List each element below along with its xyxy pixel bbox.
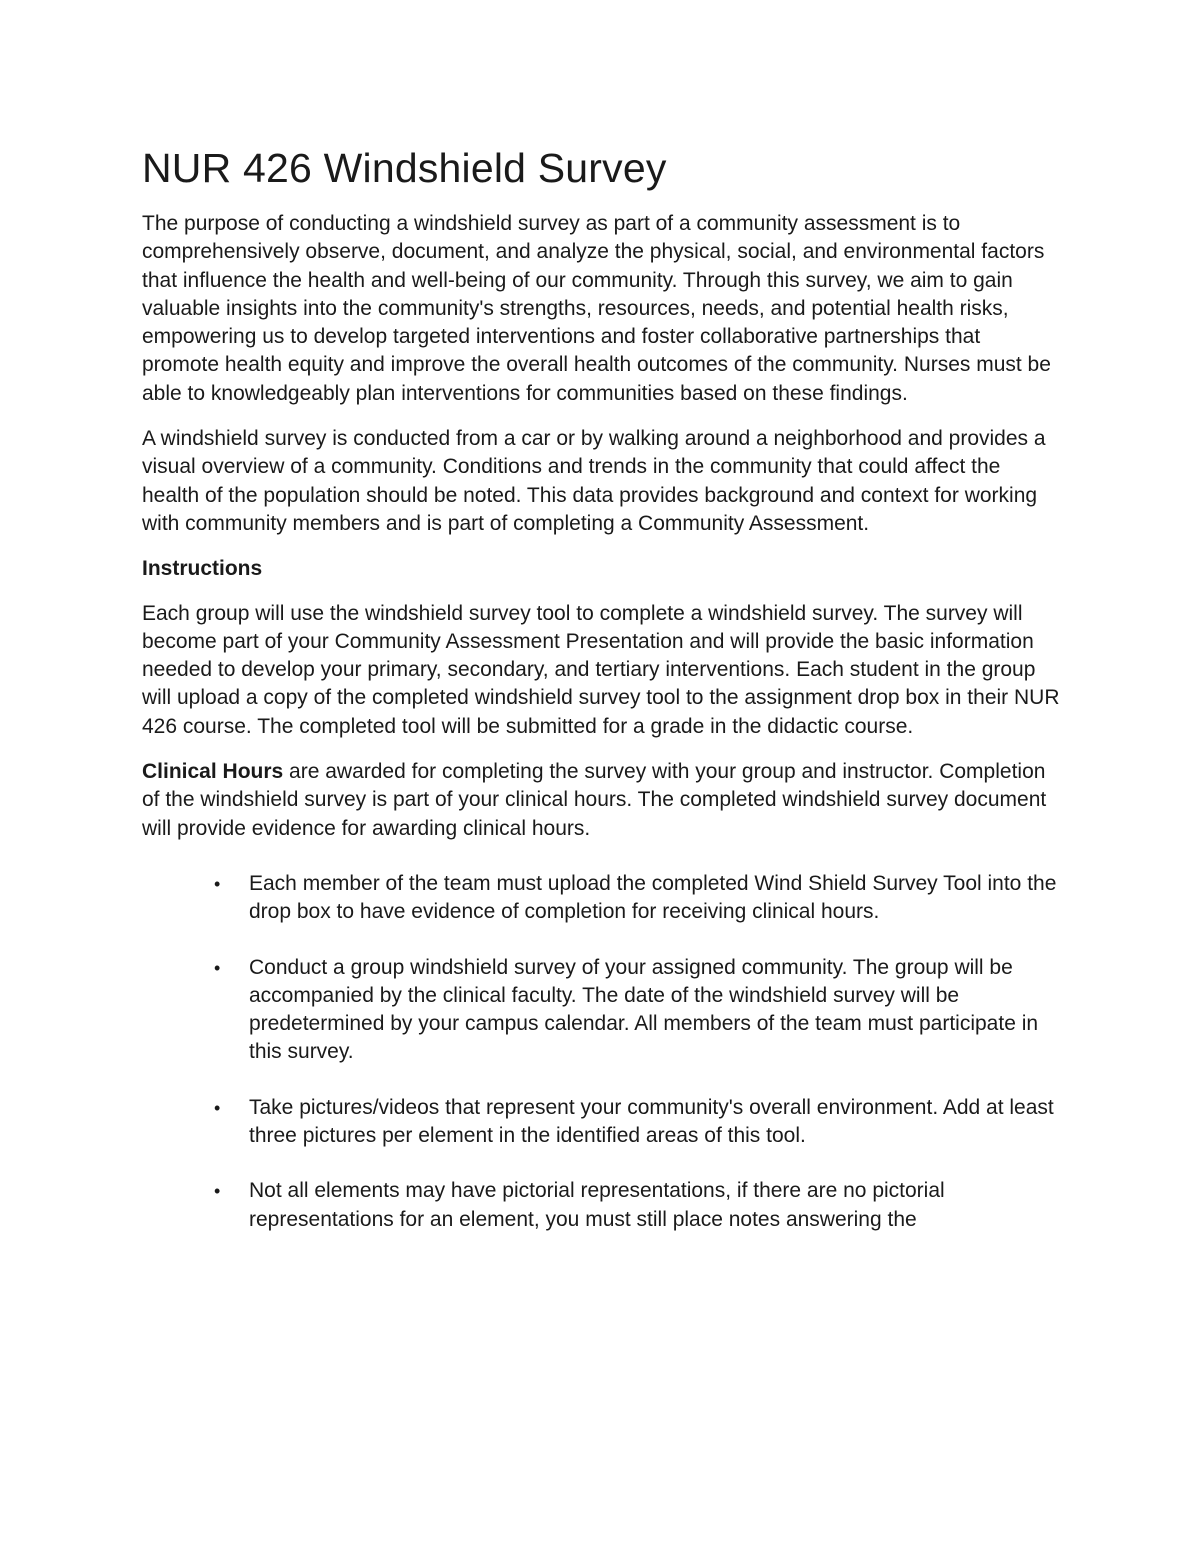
bullet-icon: •: [214, 957, 221, 978]
list-item: [142, 1177, 1062, 1234]
clinical-hours-label: Clinical Hours: [142, 760, 284, 784]
clinical-hours-text: are awarded for completing the survey with your group and instructor. Completion of the windshield survey is part of your clinical hours. The completed windshield survey document will provide evidence for awarding clinical hours.: [142, 760, 1047, 840]
list-item: [142, 954, 1062, 1067]
list-item-text: Conduct a group windshield survey of your assigned community. The group will be accompanied by the clinical faculty. The date of the windshield survey will be predetermined by your campus calendar. All members of the team must participate in this survey.: [249, 955, 1039, 1064]
list-item-text: Not all elements may have pictorial representations, if there are no pictorial representations for an element, you must still place notes answering the: [249, 1179, 945, 1231]
document-title: NUR 426 Windshield Survey: [142, 145, 667, 191]
instructions-paragraph: Each group will use the windshield survey tool to complete a windshield survey. The survey will become part of your Community Assessment Presentation and will provide the basic information needed to develop your primary, secondary, and tertiary interventions. Each student in the group will upload a copy of the completed windshield survey tool to the assignment drop box in their NUR 426 course. The completed tool will be submitted for a grade in the didactic course.: [142, 601, 1060, 738]
definition-paragraph: A windshield survey is conducted from a car or by walking around a neighborhood and provides a visual overview of a community. Conditions and trends in the community that could affect the health of the population should be noted. This data provides background and context for working with community members and is part of completing a Community Assessment.: [142, 427, 1046, 535]
bullet-icon: •: [214, 1097, 221, 1118]
list-item-text: Each member of the team must upload the completed Wind Shield Survey Tool into the drop box to have evidence of completion for receiving clinical hours.: [249, 871, 1057, 924]
requirements-list: [142, 870, 1062, 1234]
bullet-icon: •: [214, 873, 221, 894]
list-item: [142, 1094, 1062, 1151]
document-page: [142, 140, 1062, 1261]
clinical-hours-paragraph: [142, 758, 1062, 843]
instructions-heading: Instructions: [142, 557, 263, 581]
list-item: [142, 870, 1062, 927]
list-item-text: Take pictures/videos that represent your community's overall environment. Add at least three pictures per element in the identified areas of this tool.: [249, 1095, 1054, 1148]
bullet-icon: •: [214, 1181, 221, 1202]
purpose-paragraph: The purpose of conducting a windshield survey as part of a community assessment is to comprehensively observe, document, and analyze the physical, social, and environmental factors that influence the health and well-being of our community. Through this survey, we aim to gain valuable insights into the community's strengths, resources, needs, and potential health risks, empowering us to develop targeted interventions and foster collaborative partnerships that promote health equity and improve the overall health outcomes of the community. Nurses must be able to knowledgeably plan interventions for communities based on these findings.: [142, 212, 1051, 405]
